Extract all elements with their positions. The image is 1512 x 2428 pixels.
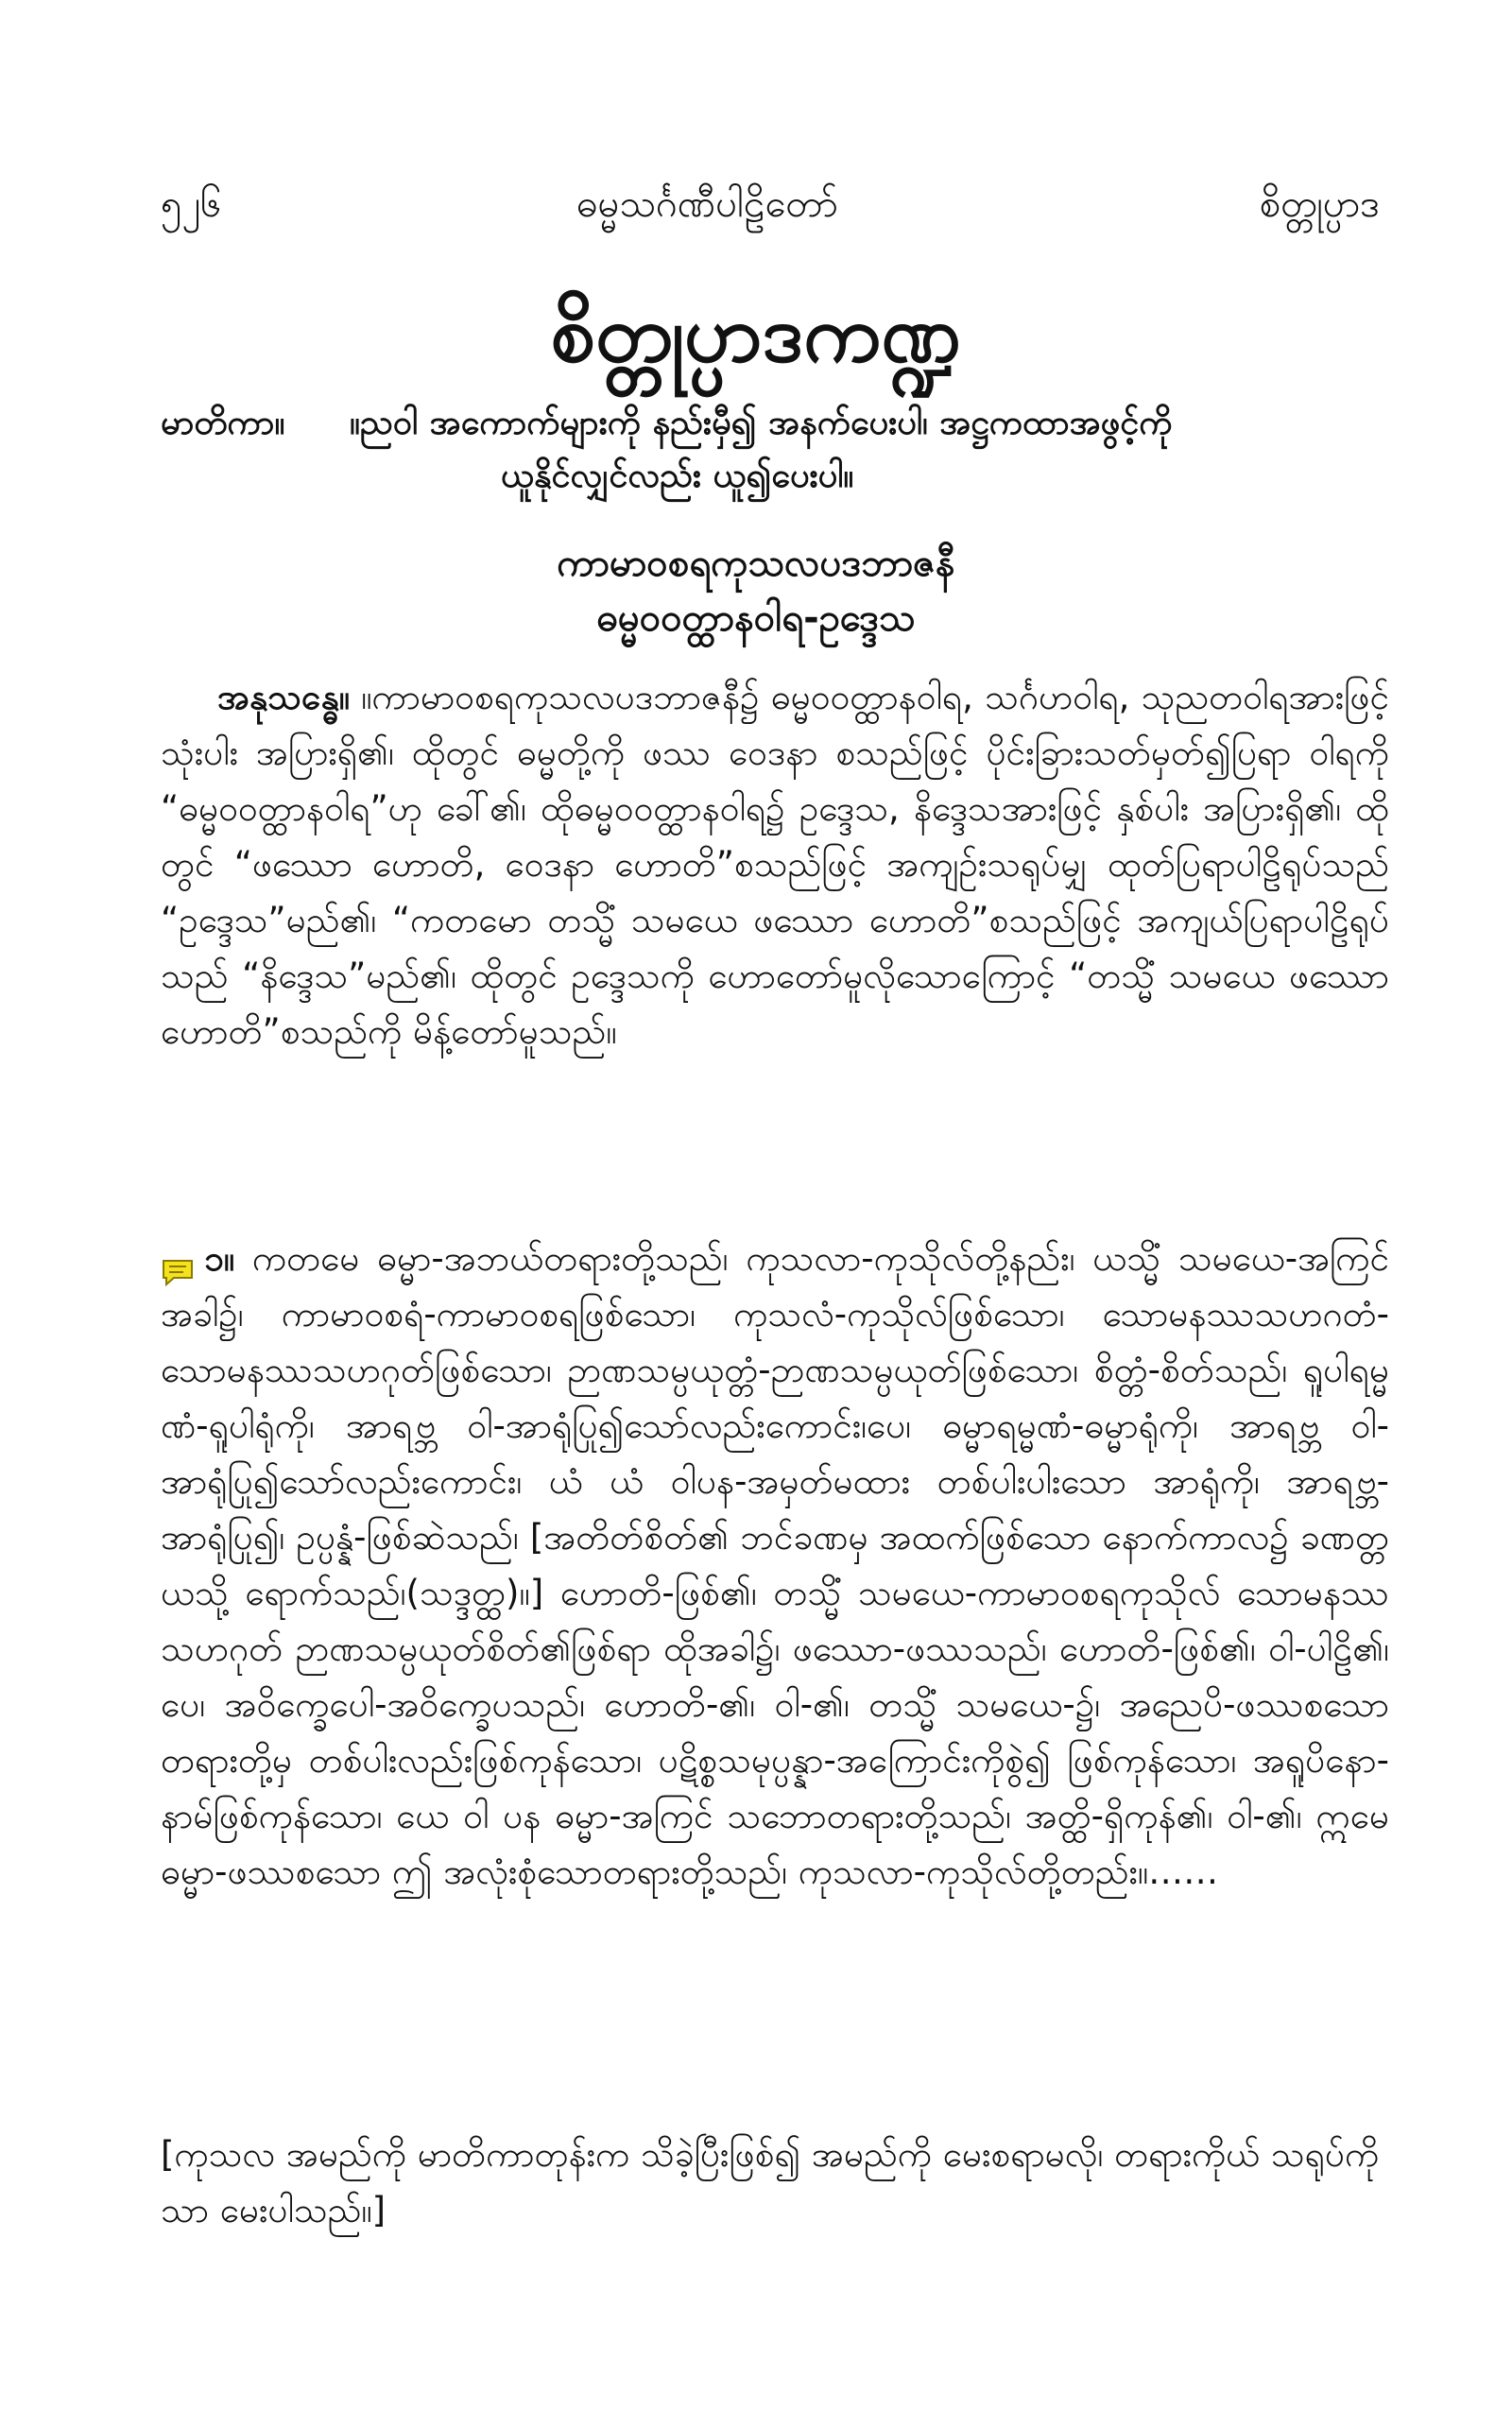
paragraph-number: ၁။ [204, 1238, 235, 1279]
matika-line-1: ။ညဝါ အကောက်များကို နည်းမှီ၍ အနက်ပေးပါ၊ အဋ္ဌကထာအဖွင့်ကို [350, 404, 1173, 442]
matika-line-2: ယူနိုင်လျှင်လည်း ယူ၍ပေးပါ။ [501, 456, 854, 495]
subheading-padabhajani: ကာမာဝစရကုသလပဒဘာဇနီ [557, 542, 955, 585]
matika-label: မာတိကာ။ [161, 404, 285, 442]
paragraph-1 [161, 1231, 1389, 1900]
intro-text: ။ကာမာဝစရကုသလပဒဘာဇနီ၌ ဓမ္မဝဝတ္ထာနဝါရ, သင်္ဂဟဝါရ, သုညတဝါရအားဖြင့် သုံးပါး အပြားရှိ၏၊ ထိုတွင် ဓမ္မတို့ကို ဖဿ ဝေဒနာ စသည်ဖြင့် ပိုင်းခြားသတ်မှတ်၍ပြရာ ဝါရကို “ဓမ္မဝဝတ္ထာနဝါရ”ဟု ခေါ်၏၊ ထိုဓမ္မဝဝတ္ထာနဝါရ၌ ဥဒ္ဒေသ, နိဒ္ဒေသအားဖြင့် နှစ်ပါး အပြားရှိ၏၊ ထိုတွင် “ဖဿော ဟောတိ, ဝေဒနာ ဟောတိ”စသည်ဖြင့် အကျဉ်းသရုပ်မျှ ထုတ်ပြရာပါဠိရုပ်သည် “ဥဒ္ဒေသ”မည်၏၊ “ကတမော တသ္မိံ သမယေ ဖဿော ဟောတိ”စသည်ဖြင့် အကျယ်ပြရာပါဠိရုပ်သည် “နိဒ္ဒေသ”မည်၏၊ ထိုတွင် ဥဒ္ဒေသကို ဟောတော်မူလိုသောကြောင့် “တသ္မိံ သမယေ ဖဿော ဟောတိ”စသည်ကို မိန့်တော်မူသည်။ [161, 677, 1389, 1052]
page-number: ၅၂၆ [161, 182, 222, 226]
bracket-note: [ကုသလ အမည်ကို မာတိကာတုန်းက သိခဲ့ပြီးဖြစ်၍ အမည်ကို မေးစရာမလို၊ တရားကိုယ် သရုပ်ကိုသာ မေးပါသည်။] [161, 2134, 1380, 2230]
chapter-title: စိတ္တုပ္ပာဒကဏ္ဍ [550, 287, 962, 380]
book-title: ဓမ္မသင်္ဂဏီပါဠိတော် [576, 182, 838, 226]
section-running-head: စိတ္တုပ္ပာဒ [1259, 182, 1380, 226]
intro-lead: အနုသန္ဓေ။ [217, 677, 350, 717]
matika-block [161, 397, 1399, 503]
intro-paragraph [161, 669, 1389, 1059]
comment-icon[interactable] [161, 1247, 195, 1275]
paragraph-1-text: ကတမေ ဓမ္မာ-အဘယ်တရားတို့သည်၊ ကုသလာ-ကုသိုလ်တို့နည်း၊ ယသ္မိံ သမယေ-အကြင်အခါ၌၊ ကာမာဝစရံ-ကာမာဝစရဖြစ်သော၊ ကုသလံ-ကုသိုလ်ဖြစ်သော၊ သောမနဿသဟဂတံ-သောမနဿသဟဂုတ်ဖြစ်သော၊ ဉာဏသမ္ပယုတ္တံ-ဉာဏသမ္ပယုတ်ဖြစ်သော၊ စိတ္တံ-စိတ်သည်၊ ရူပါရမ္မဏံ-ရူပါရုံကို၊ အာရဗ္ဘ ဝါ-အာရုံပြု၍သော်လည်းကောင်း၊ပေ၊ ဓမ္မာရမ္မဏံ-ဓမ္မာရုံကို၊ အာရဗ္ဘ ဝါ-အာရုံပြု၍သော်လည်းကောင်း၊ ယံ ယံ ဝါပန-အမှတ်မထား တစ်ပါးပါးသော အာရုံကို၊ အာရဗ္ဘ-အာရုံပြု၍၊ ဥပ္ပန္နံ-ဖြစ်ဆဲသည်၊ [အတိတ်စိတ်၏ ဘင်ခဏမှ အထက်ဖြစ်သော နောက်ကာလ၌ ခဏတ္တယသို့ ရောက်သည်၊(သဒ္ဒတ္ထ)။] ဟောတိ-ဖြစ်၏၊ တသ္မိံ သမယေ-ကာမာဝစရကုသိုလ် သောမနဿသဟဂုတ် ဉာဏသမ္ပယုတ်စိတ်၏ဖြစ်ရာ ထိုအခါ၌၊ ဖဿော-ဖဿသည်၊ ဟောတိ-ဖြစ်၏၊ ဝါ-ပါဠိ၏၊ပေ၊ အဝိက္ခေပေါ-အဝိက္ခေပသည်၊ ဟောတိ-၏၊ ဝါ-၏၊ တသ္မိံ သမယေ-၌၊ အညေပိ-ဖဿစသော တရားတို့မှ တစ်ပါးလည်းဖြစ်ကုန်သော၊ ပဋိစ္စသမုပ္ပန္နာ-အကြောင်းကိုစွဲ၍ ဖြစ်ကုန်သော၊ အရူပိနော-နာမ်ဖြစ်ကုန်သော၊ ယေ ဝါ ပန ဓမ္မာ-အကြင် သဘောတရားတို့သည်၊ အတ္ထိ-ရှိကုန်၏၊ ဝါ-၏၊ ဣမေ ဓမ္မာ-ဖဿစသော ဤ အလုံးစုံသောတရားတို့သည်၊ ကုသလာ-ကုသိုလ်တို့တည်း။…… [161, 1238, 1389, 1892]
subheading-uddesa: ဓမ္မဝဝတ္ထာနဝါရ-ဥဒ္ဒေသ [596, 596, 916, 640]
page-header [161, 180, 1380, 236]
